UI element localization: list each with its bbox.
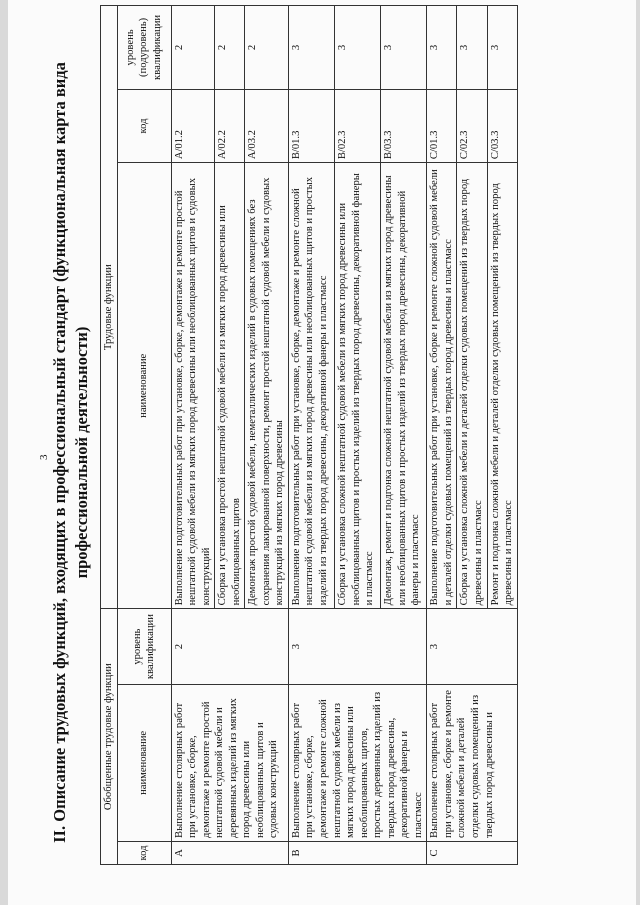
function-name: Ремонт и подгонка сложной мебели и деталей отделки судовых помещений из твердых пород древесины и пластмасс [487,163,517,609]
scanned-page [8,0,636,905]
function-name: Демонтаж, ремонт и подгонка сложной нештатной судовой мебели из мягких пород древесины или необлицованных щитов и простых изделий из твердых пород древесины, декоративной фанеры и пластмасс [381,163,427,609]
function-name: Выполнение подготовительных работ при установке, сборке, демонтаже и ремонте простой нештатной судовой мебели из мягких пород древесины или необлицованных щитов и судовых конструкций [171,163,215,609]
header-name: наименование [117,684,171,841]
header-code: код [117,841,171,864]
function-name: Выполнение подготовительных работ при установке, сборке, демонтаже и ремонте сложной нештатной судовой мебели из мягких пород древесины или необлицованных щитов и простых изделий из твердых пород древесины, декоративной фанеры и пластмасс [288,163,334,609]
function-code: C/02.3 [457,89,487,162]
function-code: C/03.3 [487,89,517,162]
group-code: C [427,841,517,864]
function-level: 2 [215,6,245,90]
header-function-code: код [117,89,171,162]
section-title-line-1: II. Описание трудовых функций, входящих в профессиональный стандарт (функциональная карта вида [50,62,69,843]
group-level: 3 [288,609,426,684]
group-name: Выполнение столярных работ при установке, сборке и ремонте сложной мебели и деталей отделки судовых помещений из твердых пород древесины и [427,684,517,841]
function-code: A/02.2 [215,89,245,162]
function-name: Сборка и установка сложной нештатной судовой мебели из мягких пород древесины или необлицованных щитов и простых изделий из твердых пород древесины, декоративной фанеры и пластмасс [335,163,381,609]
table-row [427,6,457,865]
function-name: Выполнение подготовительных работ при установке, сборке и ремонте сложной судовой мебели и деталей отделки судовых помещений из твердых пород древесины и пластмасс [427,163,457,609]
function-level: 3 [335,6,381,90]
function-level: 3 [381,6,427,90]
group-level: 2 [171,609,288,684]
group-code: B [288,841,426,864]
rotated-page-content [8,0,636,905]
group-name: Выполнение столярных работ при установке, сборке, демонтаже и ремонте простой нештатной судовой мебели и деревянных изделий из мягких пород древесины или необлицованных щитов и судовых конструкций [171,684,288,841]
page-number: 3 [38,454,50,460]
function-level: 3 [427,6,457,90]
function-level: 3 [457,6,487,90]
header-labor-functions: Трудовые функции [101,6,118,609]
header-function-name: наименование [117,163,171,609]
header-level: уровень квалификации [117,609,171,684]
function-name: Сборка и установка сложной мебели и деталей отделки судовых помещений из твердых пород древесины и пластмасс [457,163,487,609]
group-level: 3 [427,609,517,684]
table-header [101,6,172,865]
header-sublevel: уровень (подуровень) квалификации [117,6,171,90]
group-code: A [171,841,288,864]
function-code: A/01.2 [171,89,215,162]
table-row [171,6,215,865]
function-code: A/03.2 [245,89,289,162]
function-level: 2 [245,6,289,90]
function-code: B/03.3 [381,89,427,162]
header-generalized-functions: Обобщенные трудовые функции [101,609,118,865]
section-title-line-2: профессиональной деятельности) [72,326,91,579]
table-body [171,6,517,865]
function-level: 2 [171,6,215,90]
function-name: Сборка и установка простой нештатной судовой мебели из мягких пород древесины или необлицованных щитов [215,163,245,609]
function-code: C/01.3 [427,89,457,162]
functional-map-table [100,5,518,865]
function-level: 3 [288,6,334,90]
function-code: B/01.3 [288,89,334,162]
function-name: Демонтаж простой судовой мебели, неметаллических изделий в судовых помещениях без сохранения лакированной поверхности, ремонт простой нештатной судовой мебели и судовых конструкций из мягких пород древесины [245,163,289,609]
function-code: B/02.3 [335,89,381,162]
table-row [288,6,334,865]
group-name: Выполнение столярных работ при установке, сборке, демонтаже и ремонте сложной нештатной судовой мебели из мягких пород древесины или необлицованных щитов, простых деревянных изделий из твердых пород древесины, декоративной фанеры и пластмасс [288,684,426,841]
function-level: 3 [487,6,517,90]
